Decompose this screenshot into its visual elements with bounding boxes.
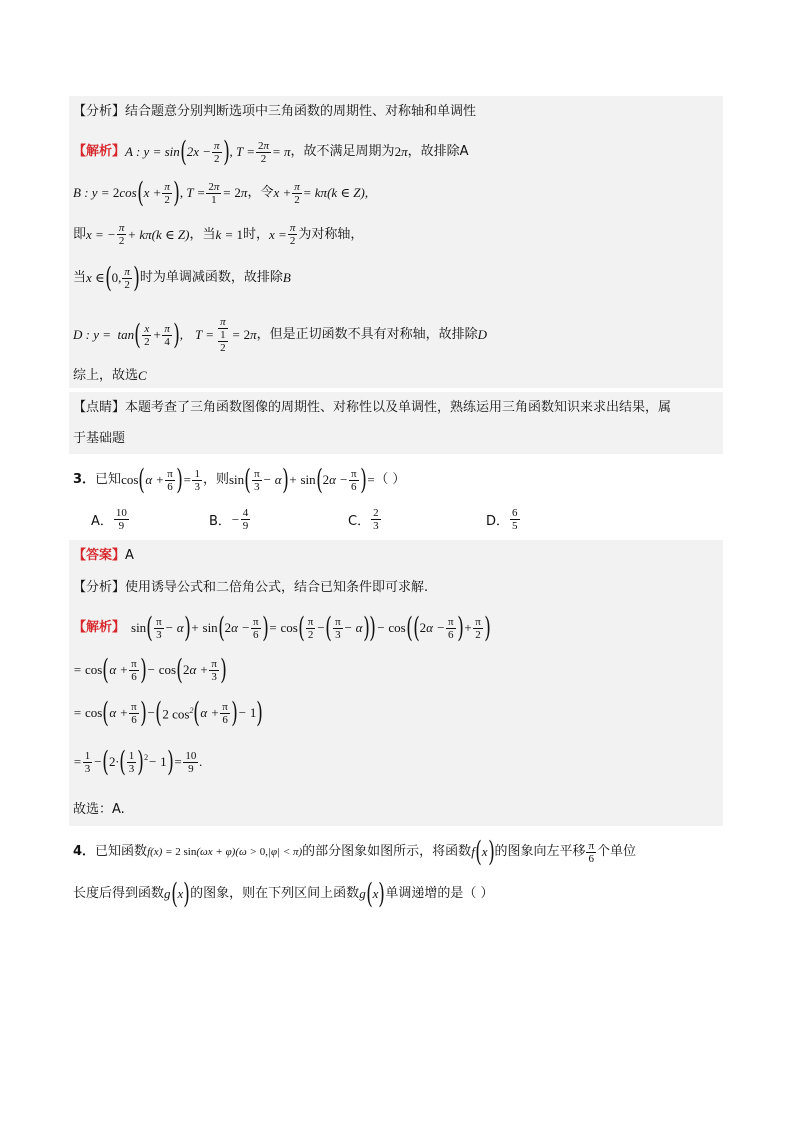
analysis-tag: 【分析】 [73,104,126,119]
analysis-text: 结合题意分别判断选项中三角函数的周期性、对称轴和单调性 [125,104,477,119]
solution-line-b: B : y = 2cos ( x + $\frac{\pi}{2}$ ) , T = $\frac{2\pi}{1}$ = 2π ，令 x + $\frac{\pi}{2}$ = kπ(k ∈ Z), [73,176,369,209]
final-choice: 故选：A. [73,802,125,817]
solution2-line-3: = cos ( α + $\frac{\pi}{6}$ ) − ( 2 $\cos^2$ ( α + $\frac{\pi}{6}$ ) − 1 ) [73,696,264,729]
answer-tag: 【答案】 [73,548,126,563]
question-number: 3． [73,472,96,487]
analysis-line-1 [73,102,476,122]
solution2-line-4: = $\frac{1}{3}$ − ( 2· ( $\frac{1}{3}$ ) $^2$ − 1 ) = $\frac{10}{9}$ . [73,745,203,778]
option-d[interactable]: D． $\frac{6}{5}$ [486,507,518,532]
conclusion-line: 综上，故选 C [73,368,147,383]
question-4-line-2: 长度后得到函数 g ( x ) 的图象，则在下列区间上函数 g ( x ) 单调递增的是（ ） [73,877,494,910]
question-4-line-1: 4． 已知函数 f(x) = 2 sin(ωx + φ)(ω > 0,|φ| < π) 的部分图象如图所示，将函数 f ( x ) 的图象向左平移 $\frac{\pi}{6}$ 个单位 [73,835,637,868]
formula-a: A : y = sin [125,144,180,159]
solution-line-a: 【解析】 A : y = sin ( 2x − $\frac{\pi}{2}$ ) , T = $\frac{2\pi}{2}$ = π ，故不满足周期为 2π ，故排除A [73,135,469,168]
option-b[interactable]: B． − $\frac{4}{9}$ [209,507,249,532]
solution2-line-2: = cos ( α + $\frac{\pi}{6}$ ) − cos ( 2α + $\frac{\pi}{3}$ ) [73,653,227,686]
question-3: 3． 已知 cos ( α + $\frac{\pi}{6}$ ) = $\frac{1}{3}$ ，则 sin ( $\frac{\pi}{3}$ − α ) + sin ( 2α − $\frac{\pi}{6}$ ) = （ ） [73,463,406,496]
comment-line-2: 于基础题 [73,431,126,446]
fraction: $\frac{\pi}{2}$ [214,139,220,165]
option-c[interactable]: C． $\frac{2}{3}$ [348,507,379,532]
solution2-line-1: 【解析】 sin ( $\frac{\pi}{3}$ − α ) + sin ( 2α − $\frac{\pi}{6}$ ) = cos ( $\frac{\pi}{2}$ − ( $\frac{\pi}{3}$ − α ) ) − cos ( ( 2α − $\frac{\pi}{6}$ ) + $\frac{\pi}{2}$ ) [73,611,491,644]
answer-line [73,546,134,566]
comment-line-1: 【点睛】 本题考查了三角函数图像的周期性、对称性以及单调性，熟练运用三角函数知识来求出结果，属 [73,398,671,418]
solution-line-d: 当 x ∈ ( 0, $\frac{\pi}{2}$ ) 时为单调减函数，故排除 B [73,261,291,294]
answer-value: A [125,548,134,563]
solution-text-a: ，故不满足周期为 [290,144,395,159]
solution-line-e: D : y = tan ( $\frac{x}{2}$ + $\frac{\pi}{4}$ ) , T = $\frac{\pi}{\frac{1}{2}}$ = 2π ，但是正切函数不具有对称轴，故排除 D [73,316,488,354]
solution-line-c: 即 x = − $\frac{\pi}{2}$ + kπ(k ∈ Z) ，当 k = 1 时， x = $\frac{\pi}{2}$ 为对称轴， [73,222,364,247]
comment-tag: 【点睛】 [73,400,126,415]
analysis-line-2: 【分析】 使用诱导公式和二倍角公式，结合已知条件即可求解. [73,580,429,595]
solution-tag: 【解析】 [73,144,126,159]
option-a[interactable]: A． $\frac{10}{9}$ [91,507,127,532]
